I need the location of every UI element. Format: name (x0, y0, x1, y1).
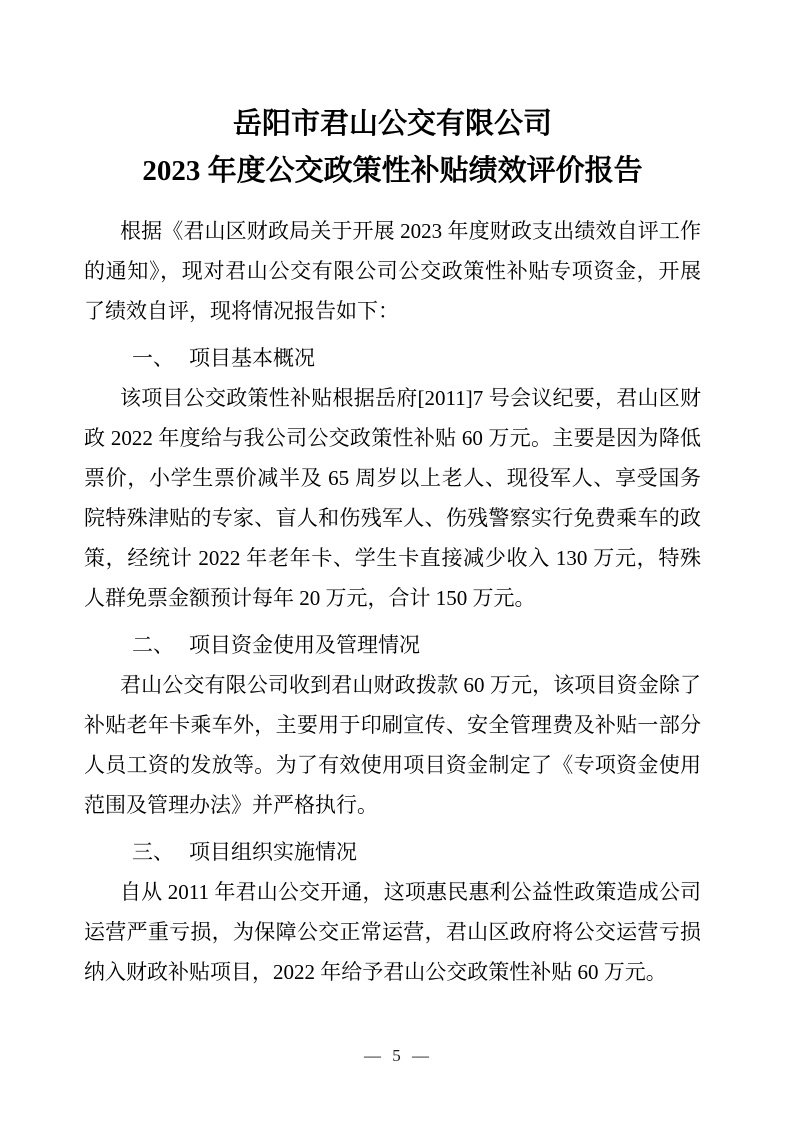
section-title: 项目资金使用及管理情况 (189, 633, 420, 657)
body-paragraph: 根据《君山区财政局关于开展 2023 年度财政支出绩效自评工作的通知》，现对君山公交有限公司公交政策性补贴专项资金，开展了绩效自评，现将情况报告如下： (84, 219, 701, 323)
section-heading (84, 625, 701, 665)
section-number: 二、 (132, 633, 174, 657)
section-title: 项目基本概况 (189, 346, 315, 370)
body-paragraph: 该项目公交政策性补贴根据岳府[2011]7 号会议纪要，君山区财政 2022 年度给与我公司公交政策性补贴 60 万元。主要是因为降低票价，小学生票价减半及 65 周岁以上老人、现役军人、享受国务院特殊津贴的专家、盲人和伤残军人、伤残警察实行免费乘车的政策，经统计 2022 年老年卡、学生卡直接减少收入 130 万元，特殊人群免票金额预计每年 20 万元，合计 150 万元。 (84, 386, 701, 610)
document-title (84, 0, 701, 195)
body-paragraph: 自从 2011 年君山公交开通，这项惠民惠利公益性政策造成公司运营严重亏损，为保障公交正常运营，君山区政府将公交运营亏损纳入财政补贴项目，2022 年给予君山公交政策性补贴 60 万元。 (84, 880, 701, 984)
document-title-line2: 2023 年度公交政策性补贴绩效评价报告 (142, 155, 643, 187)
section-title: 项目组织实施情况 (189, 840, 357, 864)
body-paragraph: 君山公交有限公司收到君山财政拨款 60 万元，该项目资金除了补贴老年卡乘车外，主要用于印刷宣传、安全管理费及补贴一部分人员工资的发放等。为了有效使用项目资金制定了《专项资金使用范围及管理办法》并严格执行。 (84, 673, 701, 817)
page-number: — 5 — (364, 1046, 429, 1065)
section-number: 三、 (132, 840, 174, 864)
section-heading (84, 338, 701, 378)
section-heading (84, 832, 701, 872)
document-title-line1: 岳阳市君山公交有限公司 (232, 108, 552, 140)
section-number: 一、 (132, 346, 174, 370)
document-body (84, 211, 701, 992)
